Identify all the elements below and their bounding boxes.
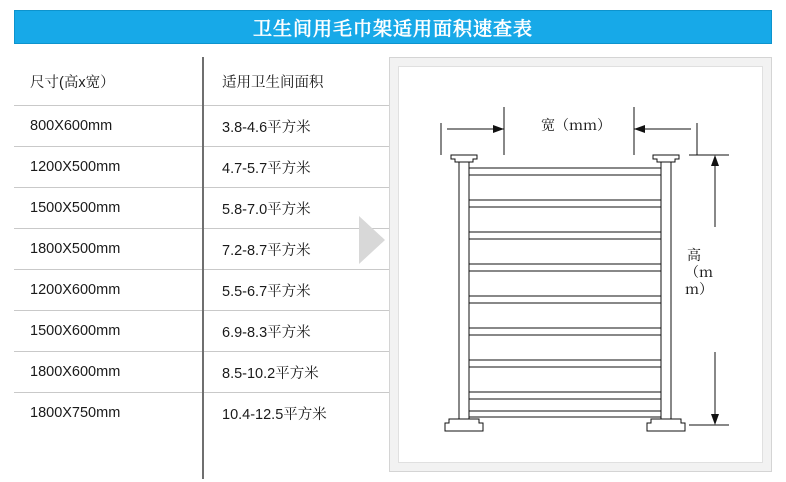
cell-area: 7.2-8.7平方米: [203, 229, 400, 270]
cell-size: 1500X500mm: [14, 188, 203, 229]
table-row: [14, 352, 400, 393]
page-title-banner: [14, 10, 772, 44]
cell-size: 1200X500mm: [14, 147, 203, 188]
cell-area: 8.5-10.2平方米: [203, 352, 400, 393]
diagram-panel: [389, 57, 772, 472]
table-footer-row: [14, 433, 400, 479]
cell-area: 10.4-12.5平方米: [222, 406, 327, 423]
cell-area: 5.8-7.0平方米: [203, 188, 400, 229]
table-row: [14, 393, 400, 434]
table-footer-spacer-right: [203, 433, 400, 479]
cell-area: 4.7-5.7平方米: [203, 147, 400, 188]
table-row: [14, 270, 400, 311]
cell-size: 1200X600mm: [14, 270, 203, 311]
spec-table-container: [14, 57, 364, 472]
right-arrow-icon: [359, 216, 385, 264]
cell-size: 1800X600mm: [14, 352, 203, 393]
diagram-canvas: [398, 66, 763, 463]
table-footer-spacer-left: [14, 433, 203, 479]
width-dimension-label: 宽（ｍｍ）: [541, 117, 611, 133]
cell-size: 1500X600mm: [14, 311, 203, 352]
column-header-size: 尺寸(高x宽）: [14, 57, 203, 106]
cell-size: 1800X500mm: [14, 229, 203, 270]
cell-size: 1800X750mm: [14, 393, 203, 434]
table-row: [14, 147, 400, 188]
table-row: [14, 311, 400, 352]
page-title: 卫生间用毛巾架适用面积速查表: [252, 18, 533, 40]
cell-size: 800X600mm: [14, 106, 203, 147]
cell-area: 3.8-4.6平方米: [203, 106, 400, 147]
table-row: [14, 106, 400, 147]
table-row: [14, 188, 400, 229]
column-header-area: 适用卫生间面积: [203, 57, 400, 106]
table-header-row: [14, 57, 400, 106]
cell-area: 6.9-8.3平方米: [203, 311, 400, 352]
spec-table: [14, 57, 400, 479]
height-dimension-label: 高（ｍｍ）: [685, 247, 713, 297]
cell-area: 5.5-6.7平方米: [203, 270, 400, 311]
table-row: [14, 229, 400, 270]
